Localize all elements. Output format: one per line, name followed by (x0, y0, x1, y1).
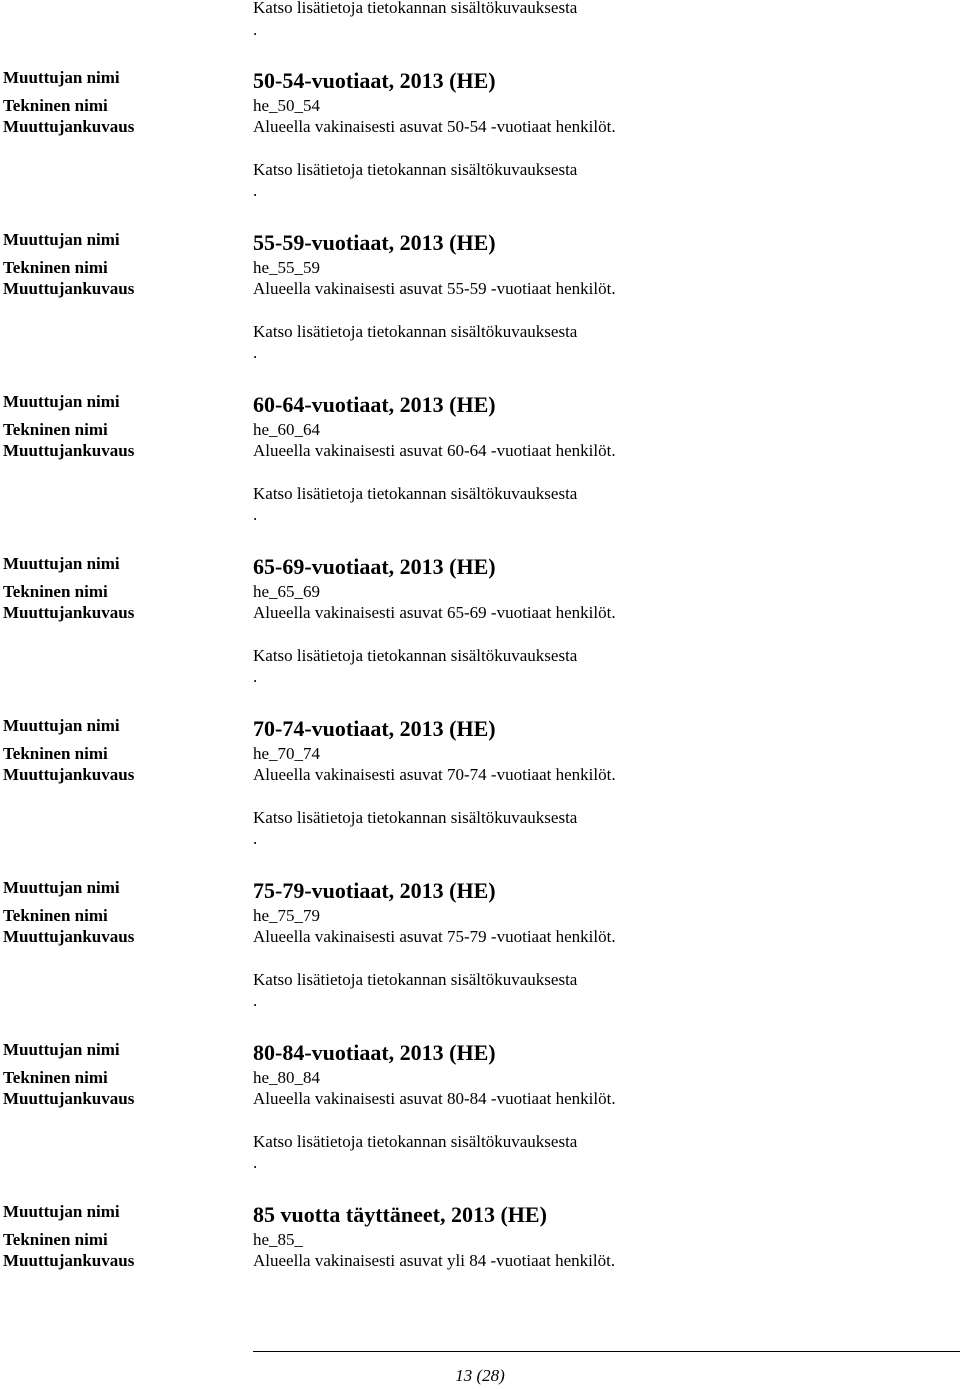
top-note: Katso lisätietoja tietokannan sisältökuvauksesta (253, 0, 578, 17)
technical-name-value: he_65_69 (253, 582, 321, 601)
label-variable-name: Muuttujan nimi (3, 230, 120, 249)
label-technical-name: Tekninen nimi (3, 744, 108, 763)
label-description: Muuttujankuvaus (3, 279, 135, 298)
technical-name-value: he_75_79 (253, 906, 321, 925)
label-variable-name: Muuttujan nimi (3, 1040, 120, 1059)
technical-name-value: he_80_84 (253, 1068, 321, 1087)
info-note: Katso lisätietoja tietokannan sisältökuvauksesta (253, 808, 578, 827)
description-value: Alueella vakinaisesti asuvat yli 84 -vuotiaat henkilöt. (253, 1251, 616, 1270)
description-value: Alueella vakinaisesti asuvat 70-74 -vuotiaat henkilöt. (253, 765, 616, 784)
label-description: Muuttujankuvaus (3, 441, 135, 460)
label-technical-name: Tekninen nimi (3, 258, 108, 277)
label-description: Muuttujankuvaus (3, 1089, 135, 1108)
info-note: Katso lisätietoja tietokannan sisältökuvauksesta (253, 160, 578, 179)
footer-divider (253, 1351, 960, 1352)
variable-title: 80-84-vuotiaat, 2013 (HE) (253, 1040, 496, 1065)
page-footer (0, 1366, 960, 1386)
technical-name-value: he_70_74 (253, 744, 321, 763)
description-value: Alueella vakinaisesti asuvat 65-69 -vuotiaat henkilöt. (253, 603, 616, 622)
variable-title: 55-59-vuotiaat, 2013 (HE) (253, 230, 496, 255)
label-technical-name: Tekninen nimi (3, 582, 108, 601)
info-note: Katso lisätietoja tietokannan sisältökuvauksesta (253, 970, 578, 989)
label-variable-name: Muuttujan nimi (3, 1202, 120, 1221)
separator-dot: . (253, 505, 258, 524)
label-description: Muuttujankuvaus (3, 765, 135, 784)
label-variable-name: Muuttujan nimi (3, 878, 120, 897)
variable-title: 75-79-vuotiaat, 2013 (HE) (253, 878, 496, 903)
technical-name-value: he_50_54 (253, 96, 321, 115)
variable-title: 65-69-vuotiaat, 2013 (HE) (253, 554, 496, 579)
info-note: Katso lisätietoja tietokannan sisältökuvauksesta (253, 484, 578, 503)
technical-name-value: he_60_64 (253, 420, 321, 439)
label-variable-name: Muuttujan nimi (3, 554, 120, 573)
label-technical-name: Tekninen nimi (3, 1068, 108, 1087)
description-value: Alueella vakinaisesti asuvat 50-54 -vuotiaat henkilöt. (253, 117, 616, 136)
label-variable-name: Muuttujan nimi (3, 392, 120, 411)
technical-name-value: he_55_59 (253, 258, 321, 277)
technical-name-value: he_85_ (253, 1230, 304, 1249)
label-description: Muuttujankuvaus (3, 927, 135, 946)
info-note: Katso lisätietoja tietokannan sisältökuvauksesta (253, 1132, 578, 1151)
variable-title: 50-54-vuotiaat, 2013 (HE) (253, 68, 496, 93)
separator-dot: . (253, 829, 258, 848)
separator-dot: . (253, 181, 258, 200)
separator-dot: . (253, 991, 258, 1010)
label-technical-name: Tekninen nimi (3, 906, 108, 925)
label-technical-name: Tekninen nimi (3, 96, 108, 115)
label-description: Muuttujankuvaus (3, 603, 135, 622)
label-description: Muuttujankuvaus (3, 117, 135, 136)
description-value: Alueella vakinaisesti asuvat 80-84 -vuotiaat henkilöt. (253, 1089, 616, 1108)
variable-title: 70-74-vuotiaat, 2013 (HE) (253, 716, 496, 741)
separator-dot: . (253, 667, 258, 686)
description-value: Alueella vakinaisesti asuvat 60-64 -vuotiaat henkilöt. (253, 441, 616, 460)
label-description: Muuttujankuvaus (3, 1251, 135, 1270)
label-variable-name: Muuttujan nimi (3, 68, 120, 87)
label-technical-name: Tekninen nimi (3, 1230, 108, 1249)
info-note: Katso lisätietoja tietokannan sisältökuvauksesta (253, 322, 578, 341)
separator-dot: . (253, 343, 258, 362)
variable-title: 85 vuotta täyttäneet, 2013 (HE) (253, 1202, 547, 1227)
page-number: 13 (28) (455, 1366, 505, 1385)
variable-title: 60-64-vuotiaat, 2013 (HE) (253, 392, 496, 417)
top-dot: . (253, 20, 258, 39)
separator-dot: . (253, 1153, 258, 1172)
description-value: Alueella vakinaisesti asuvat 55-59 -vuotiaat henkilöt. (253, 279, 616, 298)
label-variable-name: Muuttujan nimi (3, 716, 120, 735)
description-value: Alueella vakinaisesti asuvat 75-79 -vuotiaat henkilöt. (253, 927, 616, 946)
info-note: Katso lisätietoja tietokannan sisältökuvauksesta (253, 646, 578, 665)
label-technical-name: Tekninen nimi (3, 420, 108, 439)
